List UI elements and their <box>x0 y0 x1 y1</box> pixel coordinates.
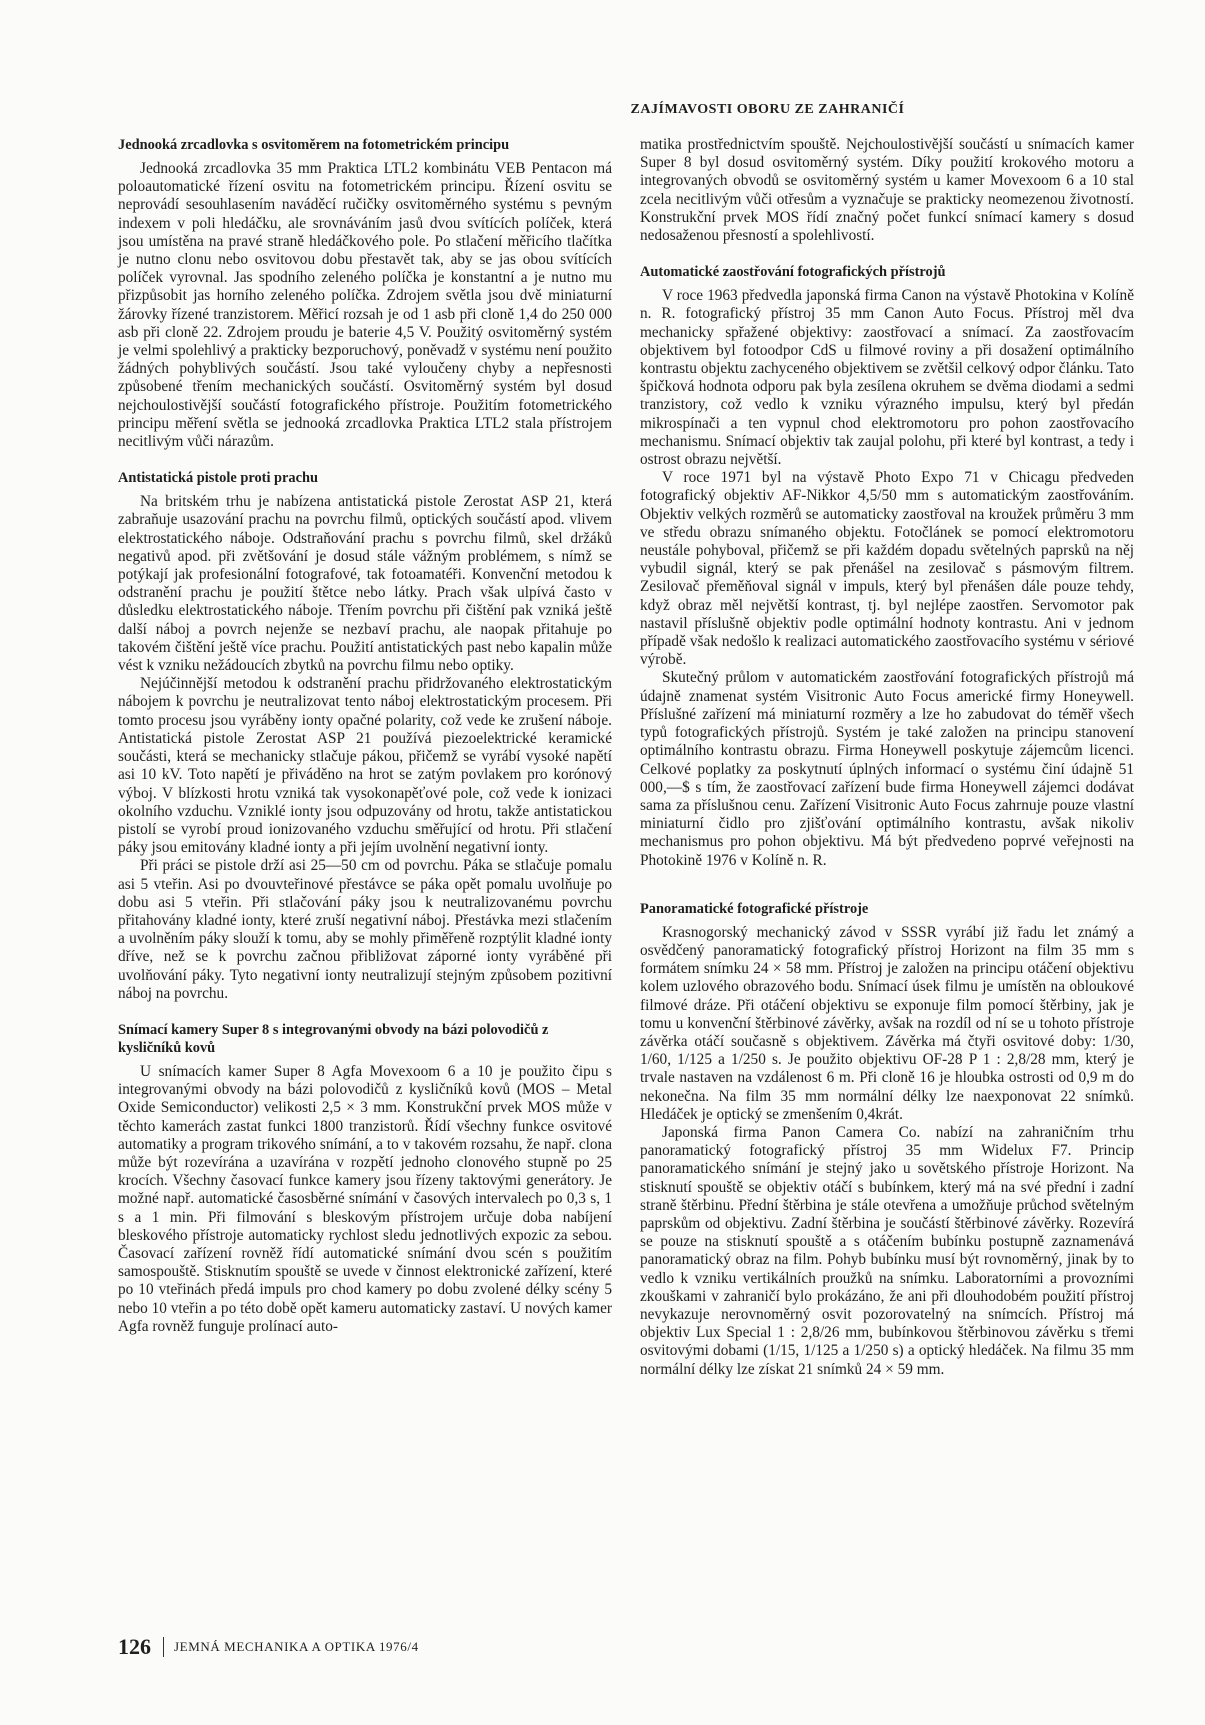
paragraph: V roce 1971 byl na výstavě Photo Expo 71 v Chicagu předveden fotografický objektiv AF-Nikkor 4,5/50 mm s automatickým zaostřováním. Objektiv velkých rozměrů se automaticky zaostřoval na kroužek průměru 3 mm ve středu obrazu snímaného objektu. Fotočlánek se pomocí elektromotoru neustále pohyboval, přičemž se při každém dopadu světelných paprsků na něj vybudil signál, který se pak přenášel na zesilovač s pásmovým filtrem. Zesilovač přeměňoval signál v impuls, který byl přenášen dále pouze tehdy, když obraz měl největší kontrast, tj. byl nejlépe zaostřen. Servomotor pak nastavil příslušně objektiv podle optimální hodnoty kontrastu. Ani v jednom případě však nedošlo k realizaci automatického zaostřovacího systému v sériové výrobě. <box>640 469 1134 669</box>
paragraph-continued: matika prostřednictvím spouště. Nejchoulostivější součástí u snímacích kamer Super 8 byl dosud osvitoměrný systém. Díky použití krokového motoru a integrovaných obvodů se osvitoměrný systém u kamer Movexoom 6 a 10 stal zcela necitlivým vůči otřesům a vyznačuje se prakticky neomezenou životností. Konstrukční prvek MOS řídí značný počet funkcí snímací kamery s dosud nedosaženou přesností a spolehlivostí. <box>640 136 1134 245</box>
paragraph: Na britském trhu je nabízena antistatická pistole Zerostat ASP 21, která zabraňuje usazování prachu na povrchu filmů, optických součástí apod. vlivem elektrostatického náboje. Odstraňování prachu s povrchu filmů, skel držáků negativů apod. při zvětšování je dosud stále vážným problémem, s nímž se potýkají jak profesionální fotografové, tak fotoamatéři. Konvenční metodou k odstranění prachu je použití štětce nebo látky. Prach však ulpívá často v důsledku elektrostatického náboje. Třením povrchu při čištění pak vzniká ještě další náboj a povrch nejenže se nezbaví prachu, ale naopak přitahuje po takovém čištění ještě více prachu. Použití antistatických past nebo kapalin může vést k vzniku nežádoucích zbytků na povrchu filmu nebo optiky. <box>118 493 612 675</box>
right-column <box>640 136 1134 1379</box>
journal-name: JEMNÁ MECHANIKA A OPTIKA 1976/4 <box>174 1639 419 1654</box>
paragraph: U snímacích kamer Super 8 Agfa Movexoom 6 a 10 je použito čipu s integrovanými obvody na bázi polovodičů z kysličníků kovů (MOS – Metal Oxide Semiconductor) velikosti 2,5 × 3 mm. Konstrukční prvek MOS může v těchto kamerách zastat funkci 1800 tranzistorů. Řídí všechny funkce osvitové automatiky a program trikového snímání, a to v takovém rozsahu, že např. clona může být rozevírána a uzavírána v rozpětí jednoho clonového stupně po 25 krocích. Všechny časovací funkce kamery jsou řízeny taktovými generátory. Je možné např. automatické časosběrné snímání v časových intervalech po 0,3 s, 1 s a 1 min. Při filmování s bleskovým přístrojem určuje doba nabíjení bleskového přístroje automaticky rychlost sledu jednotlivých expozic za sebou. Časovací zařízení rovněž řídí automatické snímání dvou scén s použitím samospouště. Stisknutím spouště se uvede v činnost elektronické zařízení, které po 10 vteřinách předá impuls pro chod kamery po dobu zvolené délky scény 5 nebo 10 vteřin a po této době opět kameru automaticky zastaví. U nových kamer Agfa rovněž funguje prolínací auto- <box>118 1062 612 1335</box>
article-title-antistatic-pistol: Antistatická pistole proti prachu <box>118 470 319 487</box>
article-title-panoramic: Panoramatické fotografické přístroje <box>640 900 869 917</box>
paragraph: Krasnogorský mechanický závod v SSSR vyrábí již řadu let známý a osvědčený panoramatický fotografický přístroj Horizont na film 35 mm s formátem snímku 24 × 58 mm. Přístroj je založen na principu otáčení objektivu kolem uzlového obrazového bodu. Snímací úsek filmu je umístěn na obloukové filmové dráze. Při otáčení objektivu se exponuje film pomocí štěrbiny, jak je tomu u konvenční štěrbinové závěrky, avšak na rozdíl od ní se u tohoto přístroje závěrka otáčí současně s objektivem. Závěrka má čtyři osvitové doby: 1/30, 1/60, 1/125 a 1/250 s. Je použito objektivu OF-28 P 1 : 2,8/28 mm, který je trvale nastaven na vzdálenost 6 m. Při cloně 16 je hloubka ostrosti od 0,9 m do nekonečna. Na film 35 mm normální délky lze naexponovat 22 snímků. Hledáček je optický se zmenšením 0,4krát. <box>640 923 1134 1123</box>
article-title-autofocus: Automatické zaostřování fotografických přístrojů <box>640 264 946 281</box>
paragraph: Skutečný průlom v automatickém zaostřování fotografických přístrojů má údajně znamenat systém Visitronic Auto Focus americké firmy Honeywell. Příslušné zařízení má miniaturní rozměry a lze ho zabudovat do téměř všech typů fotografických přístrojů. Systém je také založen na principu stanovení optimálního kontrastu obrazu. Firma Honeywell poskytuje zájemcům licenci. Celkové poplatky za poskytnutí úplných informací o systému činí údajně 51 000,—$ s tím, že zaostřovací zařízení bude firma Honeywell zájemci dodávat sama za příslušnou cenu. Zařízení Visitronic Auto Focus zahrnuje pouze vlastní miniaturní čidlo pro zjišťování optimálního kontrastu, avšak nikoliv mechanismus pro pohon objektivu. Má být předvedeno poprvé veřejnosti na Photokině 1976 v Kolíně n. R. <box>640 669 1134 869</box>
running-title: ZAJÍMAVOSTI OBORU ZE ZAHRANIČÍ <box>630 102 905 117</box>
paragraph: Nejúčinnější metodou k odstranění prachu přidržovaného elektrostatickým nábojem k povrchu je neutralizovat tento náboj elektrostatickým procesem. Při tomto procesu jsou vyráběny ionty opačné polarity, což vede ke zrušení náboje. Antistatická pistole Zerostat ASP 21 používá piezoelektrické keramické součásti, která se mechanicky stlačuje pákou, přičemž se vyrábí vysoké napětí asi 10 kV. Toto napětí je přiváděno na hrot se zatým povlakem pro korónový výboj. V blízkosti hrotu vzniká tak vysokonapěťové pole, což vede k ionizaci okolního vzduchu. Vzniklé ionty jsou odpuzovány od hrotu, takže antistatickou pistolí se vyrobí proud ionizovaného vzduchu směřující od hrotu. Při stlačení páky jsou emitovány kladné ionty a při jejím uvolnění negativní ionty. <box>118 675 612 857</box>
article-title-slr-metering: Jednooká zrcadlovka s osvitoměrem na fotometrickém principu <box>118 137 510 153</box>
left-column <box>118 136 612 1336</box>
paragraph: Japonská firma Panon Camera Co. nabízí na zahraničním trhu panoramatický fotografický přístroj 35 mm Widelux F7. Princip panoramatického snímání je stejný jako u sovětského přístroje Horizont. Na stisknutí spouště se objektiv otáčí s bubínkem, který má na své přední i zadní straně štěrbinu. Přední štěrbina je stále otevřena a umožňuje průchod světelným paprskům od objektivu. Zadní štěrbina je součástí štěrbinové závěrky. Rozevírá se pouze na stisknutí spouště a s otáčením bubínku postupně zaznamenává panoramatický obraz na film. Pohyb bubínku musí být rovnoměrný, jinak by to vedlo k vzniku vertikálních proužků na snímku. Laboratorními a provozními zkouškami v zahraničí bylo prokázáno, že ani při dlouhodobém použití přístroj nevykazuje nerovnoměrný osvit pozorovatelný na snímcích. Přístroj má objektiv Lux Special 1 : 2,8/26 mm, bubínkovou štěrbinovou závěrku s třemi osvitovými dobami (1/15, 1/125 a 1/250 s) a optický hledáček. Na filmu 35 mm normální délky lze získat 21 snímků 24 × 59 mm. <box>640 1123 1134 1378</box>
page-number: 126 <box>118 1634 151 1659</box>
footer-divider <box>163 1637 164 1657</box>
article-title-super8-mos: Snímací kamery Super 8 s integrovanými obvody na bázi polovodičů z kysličníků kovů <box>118 1021 549 1056</box>
page-footer <box>118 1634 419 1660</box>
paragraph: V roce 1963 předvedla japonská firma Canon na výstavě Photokina v Kolíně n. R. fotografický přístroj 35 mm Canon Auto Focus. Přístroj měl dva mechanicky spřažené objektivy: zaostřovací a snímací. Za zaostřovacím objektivem byl fotoodpor CdS u filmové roviny a při dosažení optimálního kontrastu objektu zachyceného objektivem se zvětšil celkový odpor článku. Tato špičková hodnota odporu pak byla zesílena okruhem se dvěma diodami a sedmi tranzistory, což vedlo k vzniku výrazného impulsu, který byl předán mikrospínači a ten vypnul chod elektromotoru pro pohon zaostřovacího mechanismu. Snímací objektiv tak zaujal polohu, při které byl kontrast, a tedy i ostrost obrazu největší. <box>640 287 1134 469</box>
paragraph: Jednooká zrcadlovka 35 mm Praktica LTL2 kombinátu VEB Pentacon má poloautomatické řízení osvitu na fotometrickém principu. Řízení osvitu se neprovádí sesouhlasením naváděcí ručičky osvitoměrného systému s pevným indexem v poli hledáčku, ale srovnáváním jasů dvou svítících políček, která jsou umístěna na pravé straně hledáčkového pole. Po stlačení měřicího tlačítka je nutno clonu nebo osvitovou dobu přestavět tak, aby se jas obou svítících políček vyrovnal. Jas spodního zeleného políčka je konstantní a je nutno mu přizpůsobit jas horního zeleného políčka. Zdrojem světla jsou dvě miniaturní žárovky řízené tranzistorem. Měřicí rozsah je od 1 asb při cloně 1,4 do 250 000 asb při cloně 22. Zdrojem proudu je baterie 4,5 V. Použitý osvitoměrný systém je velmi spolehlivý a prakticky bezporuchový, poněvadž v systému není použito žádných pohyblivých součástí. Jsou také vyloučeny chyby a nepřesnosti způsobené třením mechanických součástí. Osvitoměrný systém byl dosud nejchoulostivější součástí fotografického přístroje. Použitím fotometrického principu měření světla se jednooká zrcadlovka Praktica LTL2 stala přístrojem necitlivým vůči nárazům. <box>118 160 612 451</box>
paragraph: Při práci se pistole drží asi 25—50 cm od povrchu. Páka se stlačuje pomalu asi 5 vteřin. Asi po dvouvteřinové přestávce se páka opět pomalu uvolňuje po dobu asi 5 vteřin. Při stlačování páky jsou k neutralizovanému povrchu přitahovány kladné ionty, které zruší negativní náboj. Přestávka mezi stlačením a uvolněním páky slouží k tomu, aby se mohly přiměřeně rozptýlit kladné ionty dříve, než se k povrchu začnou přibližovat záporné ionty vyráběné při uvolňování páky. Tyto negativní ionty neutralizují stejným způsobem pozitivní náboj na povrchu. <box>118 857 612 1002</box>
